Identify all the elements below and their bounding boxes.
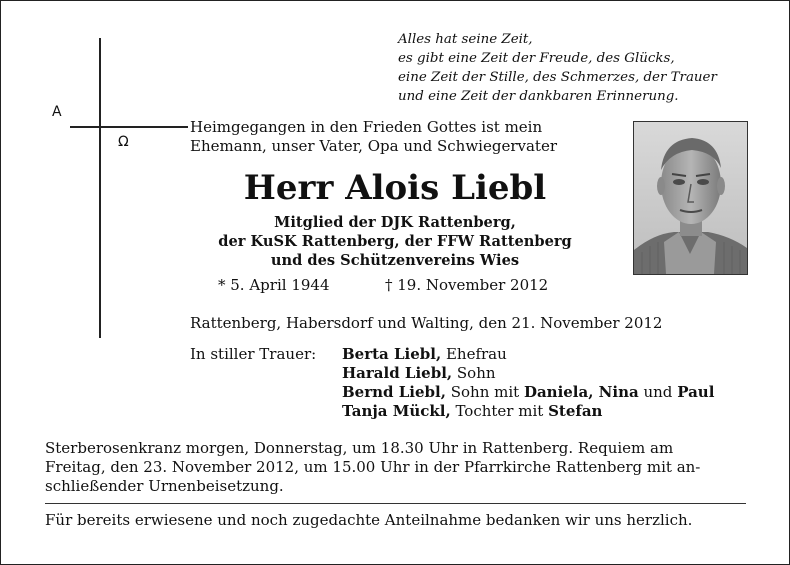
mourner-name: Tanja Mückl, bbox=[342, 402, 451, 420]
motto-poem bbox=[398, 30, 717, 106]
cross-icon-horizontal bbox=[70, 126, 188, 128]
mourner-row bbox=[342, 402, 714, 421]
motto-line: eine Zeit der Stille, des Schmerzes, der Trauer bbox=[398, 70, 717, 85]
membership-line: Mitglied der DJK Rattenberg, bbox=[274, 214, 516, 231]
mourner-name: Berta Liebl, bbox=[342, 345, 442, 363]
place-date: Rattenberg, Habersdorf und Walting, den 21. November 2012 bbox=[190, 314, 663, 332]
mourner-children: Paul bbox=[677, 383, 715, 401]
mourner-row bbox=[342, 364, 714, 383]
intro-line: Ehemann, unser Vater, Opa und Schwiegervater bbox=[190, 137, 558, 155]
mourner-row bbox=[342, 345, 714, 364]
info-line: Sterberosenkranz morgen, Donnerstag, um 18.30 Uhr in Rattenberg. Requiem am bbox=[45, 439, 674, 457]
mourner-relation: Ehefrau bbox=[441, 345, 507, 363]
birth-date: * 5. April 1944 bbox=[218, 276, 330, 294]
mourning-label: In stiller Trauer: bbox=[190, 345, 317, 363]
mourner-relation: und bbox=[638, 383, 678, 401]
deceased-name: Herr Alois Liebl bbox=[243, 168, 547, 208]
motto-line: es gibt eine Zeit der Freude, des Glücks, bbox=[398, 51, 675, 66]
mourner-relation: Sohn bbox=[452, 364, 496, 382]
mourners-list bbox=[342, 345, 714, 421]
omega-icon: Ω bbox=[118, 134, 129, 150]
membership-line: der KuSK Rattenberg, der FFW Rattenberg bbox=[218, 233, 572, 250]
mourner-relation: Tochter mit bbox=[450, 402, 549, 420]
divider bbox=[45, 503, 746, 504]
mourner-name: Bernd Liebl, bbox=[342, 383, 446, 401]
membership-line: und des Schützenvereins Wies bbox=[270, 252, 520, 269]
memberships bbox=[190, 213, 600, 270]
mourner-row bbox=[342, 383, 714, 402]
death-date: † 19. November 2012 bbox=[385, 276, 549, 294]
mourner-name: Harald Liebl, bbox=[342, 364, 453, 382]
info-line: Freitag, den 23. November 2012, um 15.00 Uhr in der Pfarrkirche Rattenberg mit an- bbox=[45, 458, 701, 476]
intro-text bbox=[190, 118, 557, 156]
motto-line: Alles hat seine Zeit, bbox=[398, 32, 533, 47]
mourner-children: Daniela, Nina bbox=[523, 383, 639, 401]
mourner-relation: Sohn mit bbox=[445, 383, 524, 401]
thanks-text: Für bereits erwiesene und noch zugedachte Anteilnahme bedanken wir uns herzlich. bbox=[45, 511, 693, 529]
mourner-children: Stefan bbox=[548, 402, 603, 420]
motto-line: und eine Zeit der dankbaren Erinnerung. bbox=[398, 89, 679, 104]
alpha-icon: A bbox=[52, 104, 62, 120]
cross-icon-vertical bbox=[99, 38, 101, 338]
portrait-photo bbox=[633, 121, 748, 275]
intro-line: Heimgegangen in den Frieden Gottes ist mein bbox=[190, 118, 543, 136]
info-line: schließender Urnenbeisetzung. bbox=[45, 477, 284, 495]
service-info bbox=[45, 439, 745, 496]
